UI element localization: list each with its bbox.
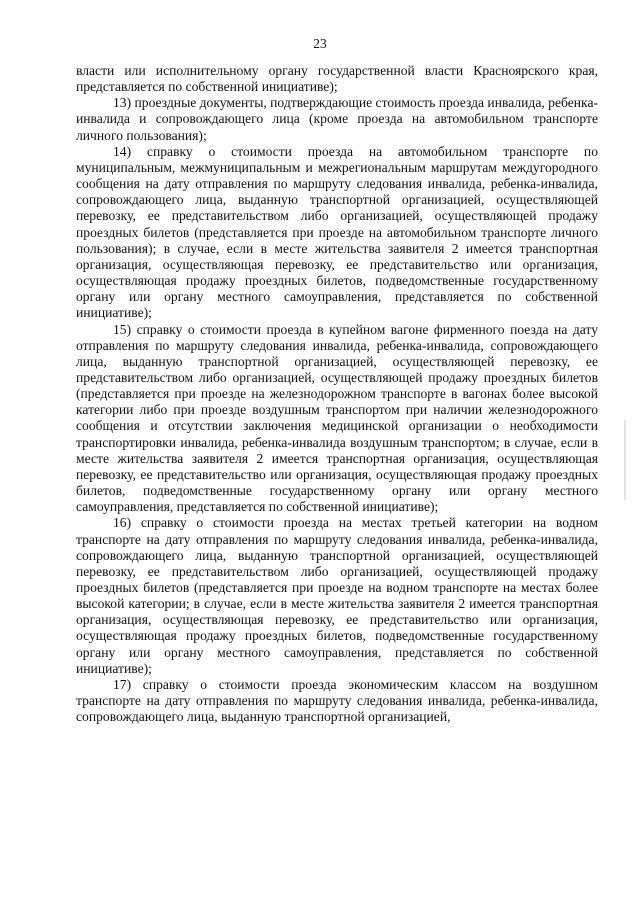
document-body: [76, 63, 598, 725]
paragraph-item-15: 15) справку о стоимости проезда в купейном вагоне фирменного поезда на дату отправления по маршруту следования инвалида, ребенка-инвалида, сопровождающего лица, выданную транспортной организацией, осуществляющей перевозку, ее представительством либо организацией, осуществляющей продажу проездных билетов (представляется при проезде на железнодорожном транспорте в вагонах более высокой категории либо при проезде воздушным транспортом при наличии железнодорожного сообщения и отсутствии заключения медицинской организации о необходимости транспортировки инвалида, ребенка-инвалида воздушным транспортом; в случае, если в месте жительства заявителя 2 имеется транспортная организация, осуществляющая перевозку, ее представительство или организация, осуществляющая продажу проездных билетов, подведомственные государственному органу или органу местного самоуправления, представляется по собственной инициативе);: [76, 321, 598, 515]
paragraph-item-13: 13) проездные документы, подтверждающие стоимость проезда инвалида, ребенка-инвалида и сопровождающего лица (кроме проезда на автомобильном транспорте личного пользования);: [76, 95, 599, 143]
paragraph-item-17: 17) справку о стоимости проезда экономическим классом на воздушном транспорте на дату отправления по маршруту следования инвалида, ребенка-инвалида, сопровождающего лица, выданную транспортной организацией,: [76, 676, 598, 725]
scan-margin-mark: [624, 420, 626, 500]
paragraph-item-14: 14) справку о стоимости проезда на автомобильном транспорте по муниципальным, межмуниципальным и межрегиональным маршрутам междугородного сообщения на дату отправления по маршруту следования инвалида, ребенка-инвалида, сопровождающего лица, выданную транспортной организацией, осуществляющей перевозку, ее представительством либо организацией, осуществляющей продажу проездных билетов (представляется при проезде на автомобильном транспорте личного пользования); в случае, если в месте жительства заявителя 2 имеется транспортная организация, осуществляющая перевозку, ее представительство или организация, осуществляющая продажу проездных билетов, подведомственные государственному органу или органу местного самоуправления, представляется по собственной инициативе);: [76, 143, 598, 321]
paragraph-continuation: власти или исполнительному органу государственной власти Красноярского края, представляется по собственной инициативе);: [76, 63, 598, 95]
page-number: 23: [313, 36, 327, 51]
paragraph-item-16: 16) справку о стоимости проезда на местах третьей категории на водном транспорте на дату отправления по маршруту следования инвалида, ребенка-инвалида, сопровождающего лица, выданную транспортной организацией, осуществляющей перевозку, ее представительством либо организацией, осуществляющей продажу проездных билетов (представляется при проезде на водном транспорте на местах более высокой категории; в случае, если в месте жительства заявителя 2 имеется транспортная организация, осуществляющая перевозку, ее представительство или организация, осуществляющая продажу проездных билетов, подведомственные государственному органу или органу местного самоуправления, представляется по собственной инициативе);: [76, 515, 598, 676]
